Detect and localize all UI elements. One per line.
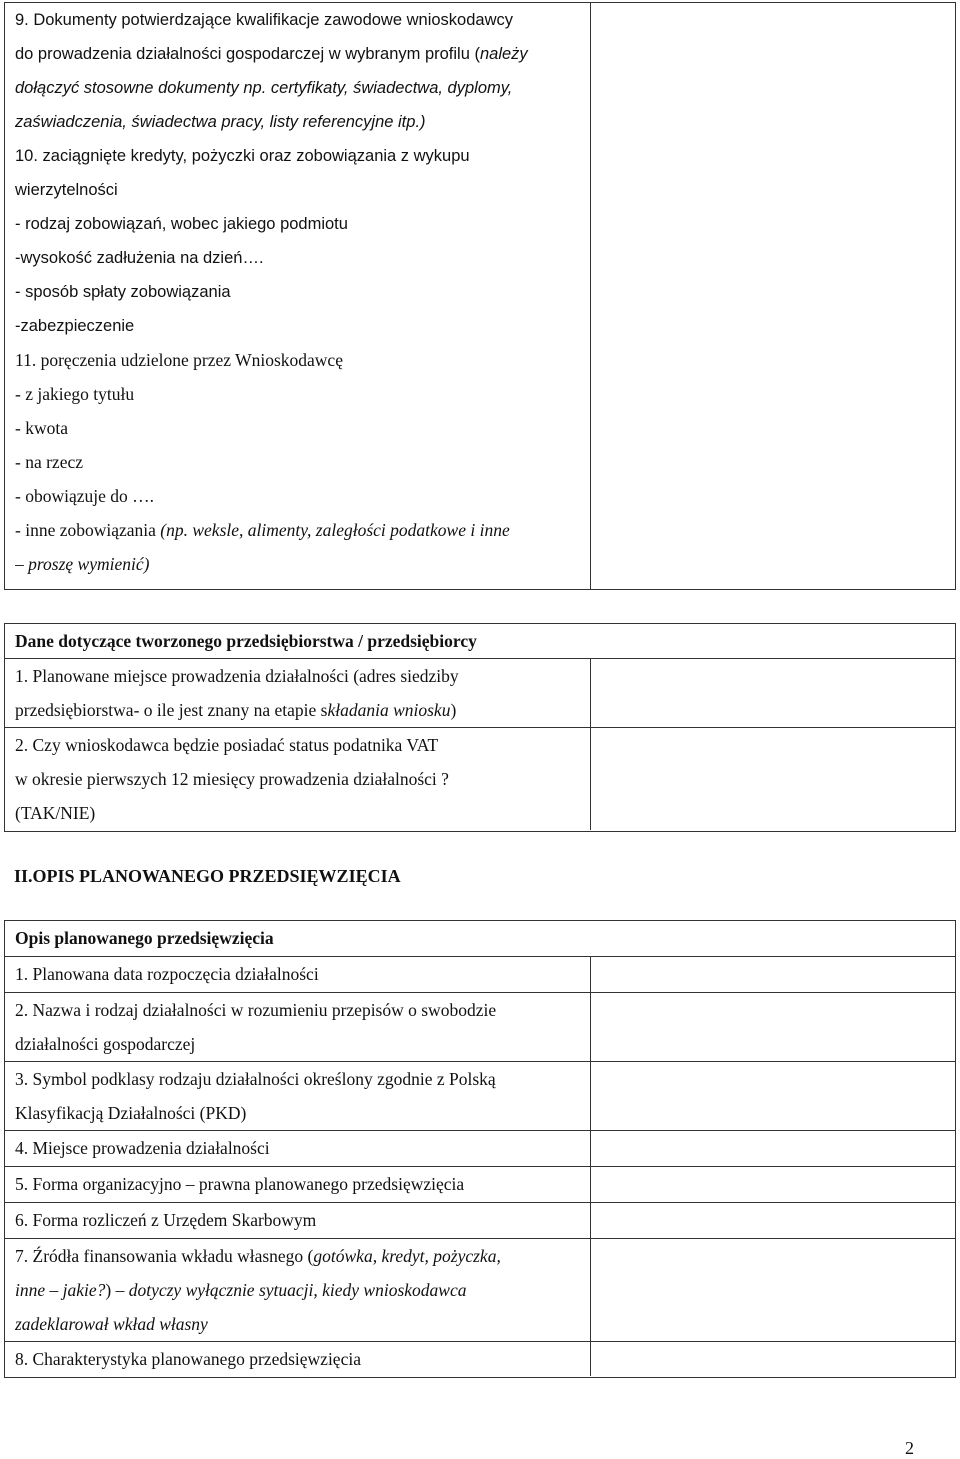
location-question: 1. Planowane miejsce prowadzenia działalności (adres siedziby przedsiębiorstwa- o ile jest znany na etapie składania wniosku) [5, 659, 591, 727]
tax-settlement-label: 6. Forma rozliczeń z Urzędem Skarbowym [5, 1203, 591, 1238]
location-answer-cell[interactable] [591, 659, 955, 727]
qualifications-labels [5, 3, 591, 589]
item-11-other-list: – proszę wymienić) [15, 554, 150, 574]
tax-settlement-cell[interactable] [591, 1203, 955, 1238]
funding-sources-label: 7. Źródła finansowania wkładu własnego (gotówka, kredyt, pożyczka, inne – jakie?) – dotyczy wyłącznie sytuacji, kiedy wnioskodawca zadeklarował wkład własny [5, 1239, 591, 1341]
activity-name-label: 2. Nazwa i rodzaj działalności w rozumieniu przepisów o swobodzie działalności gospodarczej [5, 993, 591, 1061]
item-10-repayment: - sposób spłaty zobowiązania [15, 283, 231, 301]
pkd-label: 3. Symbol podklasy rodzaju działalności określony zgodnie z Polską Klasyfikacją Działalności (PKD) [5, 1062, 591, 1130]
pkd-cell[interactable] [591, 1062, 955, 1130]
section-title: II.OPIS PLANOWANEGO PRZEDSIĘWZIĘCIA [14, 866, 401, 886]
item-10-line1: 10. zaciągnięte kredyty, pożyczki oraz zobowiązania z wykupu [15, 147, 470, 165]
qualifications-answer-cell[interactable] [591, 3, 955, 589]
vat-answer-cell[interactable] [591, 728, 955, 830]
funding-sources-cell[interactable] [591, 1239, 955, 1341]
item-11-other: - inne zobowiązania (np. weksle, alimenty, zaległości podatkowe i inne [15, 520, 510, 540]
item-9-line2: do prowadzenia działalności gospodarczej w wybranym profilu (należy [15, 45, 528, 63]
vat-question: 2. Czy wnioskodawca będzie posiadać status podatnika VAT w okresie pierwszych 12 miesięcy prowadzenia działalności ? (TAK/NIE) [5, 728, 591, 830]
item-10-amount: -wysokość zadłużenia na dzień…. [15, 249, 264, 267]
start-date-cell[interactable] [591, 957, 955, 992]
characteristics-cell[interactable] [591, 1342, 955, 1376]
item-11-beneficiary: - na rzecz [15, 452, 83, 472]
item-10-type: - rodzaj zobowiązań, wobec jakiego podmiotu [15, 215, 348, 233]
legal-form-label: 5. Forma organizacyjno – prawna planowanego przedsięwzięcia [5, 1167, 591, 1202]
item-9-line4: zaświadczenia, świadectwa pracy, listy referencyjne itp.) [15, 113, 426, 131]
item-11-line1: 11. poręczenia udzielone przez Wnioskodawcę [15, 350, 343, 370]
characteristics-label: 8. Charakterystyka planowanego przedsięwzięcia [5, 1342, 591, 1376]
item-10-collateral: -zabezpieczenie [15, 317, 135, 335]
item-11-amount: - kwota [15, 418, 68, 438]
item-11-valid-until: - obowiązuje do …. [15, 486, 154, 506]
place-cell[interactable] [591, 1131, 955, 1166]
start-date-label: 1. Planowana data rozpoczęcia działalności [5, 957, 591, 992]
page-number: 2 [905, 1438, 914, 1458]
project-description-table [4, 920, 956, 1378]
activity-name-cell[interactable] [591, 993, 955, 1061]
qualifications-table [4, 2, 956, 590]
project-heading: Opis planowanego przedsięwzięcia [15, 928, 274, 948]
item-9-line1: 9. Dokumenty potwierdzające kwalifikacje zawodowe wnioskodawcy [15, 11, 513, 29]
enterprise-data-heading: Dane dotyczące tworzonego przedsiębiorstwa / przedsiębiorcy [15, 631, 477, 651]
place-label: 4. Miejsce prowadzenia działalności [5, 1131, 591, 1166]
item-11-title: - z jakiego tytułu [15, 384, 135, 404]
legal-form-cell[interactable] [591, 1167, 955, 1202]
enterprise-data-table [4, 623, 956, 832]
item-10-line2: wierzytelności [15, 181, 118, 199]
item-9-line3: dołączyć stosowne dokumenty np. certyfikaty, świadectwa, dyplomy, [15, 79, 513, 97]
